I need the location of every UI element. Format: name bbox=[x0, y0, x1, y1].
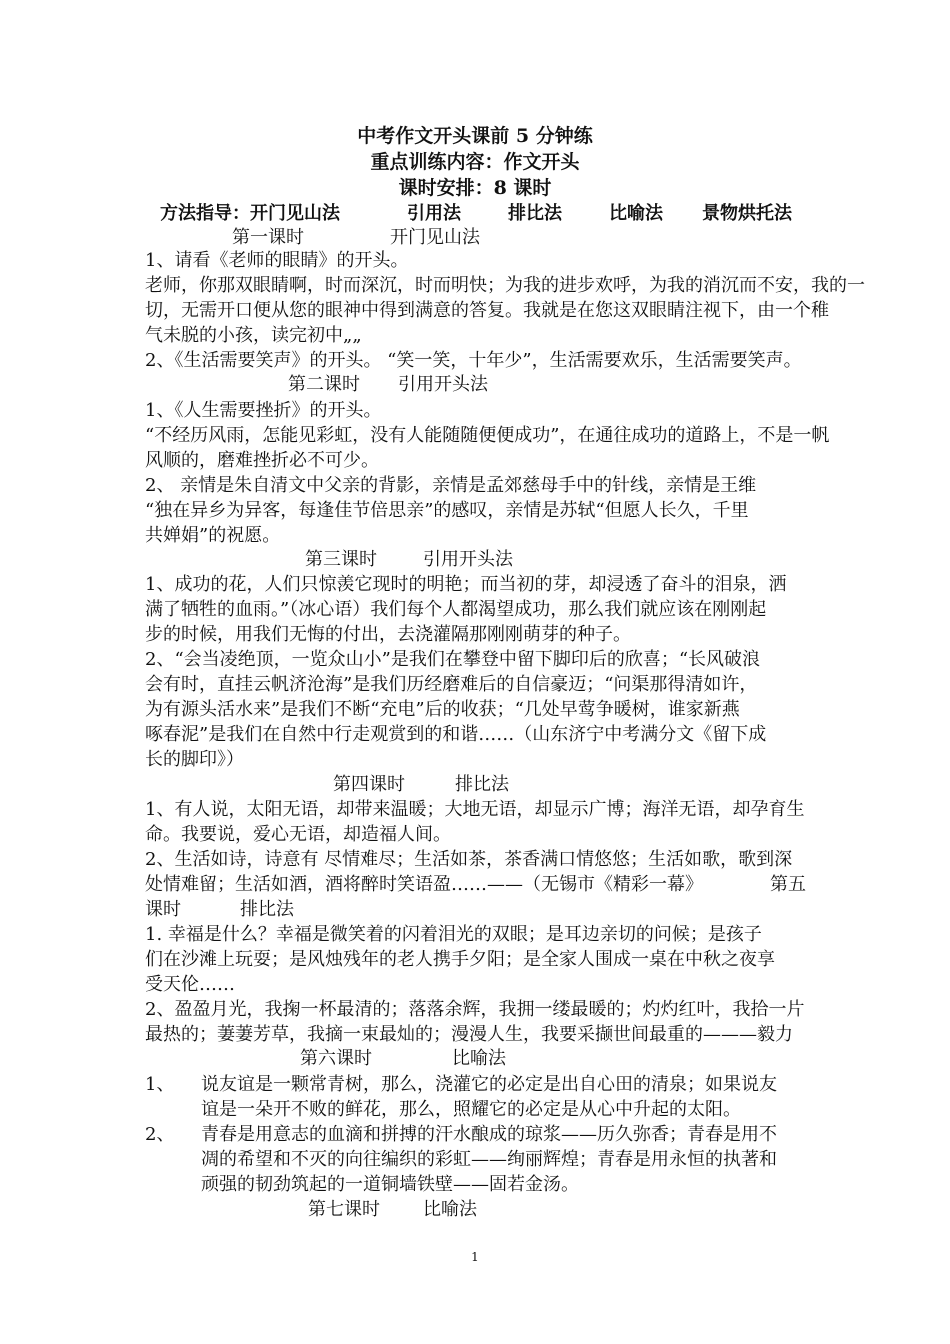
lesson-method: 引用开头法 bbox=[423, 549, 513, 570]
body-line: 老师，你那双眼睛啊，时而深沉，时而明快；为我的进步欢呼，为我的消沉而不安，我的一 bbox=[145, 275, 865, 296]
body-line: 为有源头活水来”是我们不断“充电”后的收获；“几处早莺争暖树，谁家新燕 bbox=[145, 699, 740, 720]
body-line: 气未脱的小孩，读完初中„„ bbox=[145, 325, 362, 346]
lesson-method: 比喻法 bbox=[452, 1048, 506, 1069]
method-item: 景物烘托法 bbox=[702, 203, 792, 224]
body-line: 1、成功的花，人们只惊羡它现时的明艳；而当初的芽，却浸透了奋斗的泪泉，洒 bbox=[145, 574, 787, 595]
lesson-heading-part: 课时 bbox=[145, 899, 181, 920]
body-line: 啄春泥”是我们在自然中行走观赏到的和谐……（山东济宁中考满分文《留下成 bbox=[145, 724, 767, 745]
body-line: 2、“会当凌绝顶，一览众山小”是我们在攀登中留下脚印后的欣喜；“长风破浪 bbox=[145, 649, 761, 670]
method-item: 比喻法 bbox=[609, 203, 663, 224]
lesson-heading: 第一课时 bbox=[232, 227, 304, 248]
body-line: 切，无需开口便从您的眼神中得到满意的答复。我就是在您这双眼睛注视下，由一个稚 bbox=[145, 300, 829, 321]
body-line: 会有时，直挂云帆济沧海”是我们历经磨难后的自信豪迈；“问渠那得清如许， bbox=[145, 674, 758, 695]
body-line: 处情难留；生活如酒，酒将醉时笑语盈……——（无锡市《精彩一幕》 bbox=[145, 874, 703, 895]
training-focus: 重点训练内容：作文开头 bbox=[370, 151, 580, 173]
body-line: “不经历风雨，怎能见彩虹，没有人能随随便便成功”，在通往成功的道路上，不是一帆 bbox=[145, 425, 830, 446]
body-line: 顽强的韧劲筑起的一道铜墙铁壁——固若金汤。 bbox=[201, 1174, 579, 1195]
list-number: 2、 bbox=[145, 1124, 175, 1145]
lesson-schedule: 课时安排：8 课时 bbox=[398, 177, 552, 199]
list-number: 1、 bbox=[145, 1074, 175, 1095]
lesson-method: 排比法 bbox=[455, 774, 509, 795]
lesson-heading: 第七课时 bbox=[308, 1199, 380, 1220]
method-guide-label: 方法指导：开门见山法 bbox=[160, 203, 340, 224]
page-number: 1 bbox=[471, 1250, 479, 1264]
body-line: 1. 幸福是什么？幸福是微笑着的闪着泪光的双眼；是耳边亲切的问候；是孩子 bbox=[145, 924, 762, 945]
body-line: 2、《生活需要笑声》的开头。 “笑一笑，十年少”，生活需要欢乐，生活需要笑声。 bbox=[145, 350, 802, 371]
body-line: 最热的；萋萋芳草，我摘一束最灿的；漫漫人生，我要采撷世间最重的———毅力 bbox=[145, 1024, 793, 1045]
document-title: 中考作文开头课前 5 分钟练 bbox=[357, 125, 593, 147]
body-line: 满了牺牲的血雨。”（冰心语）我们每个人都渴望成功，那么我们就应该在刚刚起 bbox=[145, 599, 767, 620]
body-line: 1、有人说，太阳无语，却带来温暖；大地无语，却显示广博；海洋无语，却孕育生 bbox=[145, 799, 805, 820]
body-line: 1、《人生需要挫折》的开头。 bbox=[145, 400, 382, 421]
lesson-method: 开门见山法 bbox=[390, 227, 480, 248]
lesson-method: 比喻法 bbox=[423, 1199, 477, 1220]
body-line: 谊是一朵开不败的鲜花，那么，照耀它的必定是从心中升起的太阳。 bbox=[201, 1099, 741, 1120]
body-line: 长的脚印》） bbox=[145, 749, 244, 770]
body-line: 2、 亲情是朱自清文中父亲的背影，亲情是孟郊慈母手中的针线，亲情是王维 bbox=[145, 475, 757, 496]
body-line: 2、生活如诗，诗意有 尽情难尽；生活如茶，茶香满口情悠悠；生活如歌，歌到深 bbox=[145, 849, 793, 870]
body-line: 青春是用意志的血滴和拼搏的汗水酿成的琼浆——历久弥香；青春是用不 bbox=[201, 1124, 777, 1145]
method-item: 引用法 bbox=[407, 203, 461, 224]
body-line: 步的时候，用我们无悔的付出，去浇灌隔那刚刚萌芽的种子。 bbox=[145, 624, 631, 645]
lesson-heading: 第二课时 bbox=[288, 374, 360, 395]
method-item: 排比法 bbox=[508, 203, 562, 224]
body-line: 命。我要说，爱心无语，却造福人间。 bbox=[145, 824, 451, 845]
lesson-method: 排比法 bbox=[240, 899, 294, 920]
body-line: 共婵娟”的祝愿。 bbox=[145, 525, 281, 546]
body-line: 凋的希望和不灭的向往编织的彩虹——绚丽辉煌；青春是用永恒的执著和 bbox=[201, 1149, 777, 1170]
lesson-heading: 第四课时 bbox=[333, 774, 405, 795]
body-line: 风顺的，磨难挫折必不可少。 bbox=[145, 450, 379, 471]
body-line: 受天伦…… bbox=[145, 974, 235, 995]
lesson-heading-part: 第五 bbox=[770, 874, 806, 895]
lesson-heading: 第三课时 bbox=[305, 549, 377, 570]
body-line: 1、请看《老师的眼睛》的开头。 bbox=[145, 250, 409, 271]
body-line: 2、盈盈月光，我掬一杯最清的；落落余辉，我拥一缕最暖的；灼灼红叶，我拾一片 bbox=[145, 999, 805, 1020]
body-line: 说友谊是一颗常青树，那么，浇灌它的必定是出自心田的清泉；如果说友 bbox=[201, 1074, 777, 1095]
lesson-method: 引用开头法 bbox=[398, 374, 488, 395]
body-line: 们在沙滩上玩耍；是风烛残年的老人携手夕阳；是全家人围成一桌在中秋之夜享 bbox=[145, 949, 775, 970]
body-line: “独在异乡为异客，每逢佳节倍思亲”的感叹，亲情是苏轼“但愿人长久，千里 bbox=[145, 500, 749, 521]
lesson-heading: 第六课时 bbox=[300, 1048, 372, 1069]
